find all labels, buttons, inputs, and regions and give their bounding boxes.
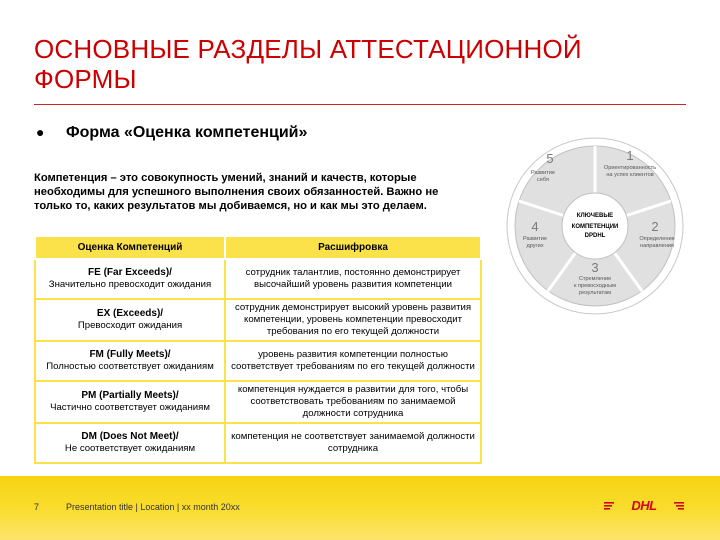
description-cell: сотрудник талантлив, постоянно демонстрирует высочайший уровень развития компетенции — [225, 259, 481, 299]
footer-caption: Presentation title | Location | xx month 20xx — [66, 502, 240, 512]
rating-cell — [35, 259, 225, 299]
rating-label: Не соответствует ожиданиям — [64, 443, 196, 454]
rating-code: FM (Fully Meets)/ — [89, 349, 171, 360]
rating-label: Превосходит ожидания — [77, 320, 183, 331]
competence-rating-table — [34, 235, 482, 464]
description-cell: уровень развития компетенции полностью соответствует требованиям по его текущей должности — [225, 341, 481, 381]
segment-5-label-line2: себя — [537, 177, 549, 183]
table-row — [35, 299, 481, 341]
rating-cell — [35, 423, 225, 463]
rating-cell — [35, 381, 225, 423]
segment-1-number: 1 — [626, 148, 634, 163]
rating-label: Значительно превосходит ожидания — [48, 279, 212, 290]
header-rating: Оценка Компетенций — [35, 236, 225, 259]
description-cell: компетенция не соответствует занимаемой должности сотрудника — [225, 423, 481, 463]
slide-title: ОСНОВНЫЕ РАЗДЕЛЫ АТТЕСТАЦИОННОЙ ФОРМЫ — [34, 34, 582, 94]
bullet-text: Форма «Оценка компетенций» — [66, 124, 308, 141]
bullet-item — [36, 124, 307, 142]
rating-code: DM (Does Not Meet)/ — [81, 431, 179, 442]
segment-3-label-line1: Стремление — [578, 276, 612, 282]
dhl-logo-text: DHL — [631, 498, 657, 512]
segment-5-number: 5 — [546, 151, 554, 166]
segment-1-label-line1: Ориентированность — [603, 165, 657, 171]
description-cell: сотрудник демонстрирует высокий уровень развития компетенции, уровень компетенции превосходит требования по его текущей должности — [225, 299, 481, 341]
wheel-center-line1: КЛЮЧЕВЫЕ — [576, 213, 614, 219]
table-row — [35, 259, 481, 299]
segment-4-label-line2: других — [526, 243, 544, 249]
segment-2-number: 2 — [651, 219, 659, 234]
competency-wheel-diagram — [505, 136, 685, 316]
dhl-logo-icon — [604, 498, 684, 512]
title-divider — [34, 104, 686, 105]
wheel-center-line3: DPDHL — [584, 233, 606, 239]
segment-4-number: 4 — [531, 219, 539, 234]
segment-1-label-line2: на успех клиентов — [606, 172, 654, 178]
page-number: 7 — [34, 502, 40, 512]
table-row — [35, 423, 481, 463]
rating-code: PM (Partially Meets)/ — [81, 390, 179, 401]
segment-4-label-line1: Развитие — [522, 236, 548, 242]
description-cell: компетенция нуждается в развитии для того, чтобы соответствовать требованиям по занимаемой должности сотрудника — [225, 381, 481, 423]
segment-3-label-line2: к превосходным — [573, 283, 617, 289]
bullet-dot-icon: ● — [36, 124, 45, 140]
segment-2-label-line1: Определение — [639, 236, 675, 242]
header-description: Расшифровка — [225, 236, 481, 259]
segment-3-label-line3: результатам — [579, 290, 611, 296]
segment-2-label-line2: направления — [640, 243, 674, 249]
rating-cell — [35, 299, 225, 341]
segment-5-label-line1: Развитие — [530, 170, 556, 176]
rating-code: EX (Exceeds)/ — [96, 308, 164, 319]
rating-cell — [35, 341, 225, 381]
rating-code: FE (Far Exceeds)/ — [88, 267, 172, 278]
competence-definition: Компетенция – это совокупность умений, знаний и качеств, которые необходимы для успешного выполнения своих обязанностей. Важно не только то, каких результатов мы добиваемся, но и как мы это делаем. — [34, 172, 439, 212]
rating-label: Полностью соответствует ожиданиям — [46, 361, 214, 372]
wheel-center-line2: КОМПЕТЕНЦИИ — [571, 224, 619, 230]
segment-3-number: 3 — [591, 260, 599, 275]
table-row — [35, 341, 481, 381]
rating-label: Частично соответствует ожиданиям — [50, 402, 210, 413]
table-header-row — [35, 236, 481, 259]
table-row — [35, 381, 481, 423]
